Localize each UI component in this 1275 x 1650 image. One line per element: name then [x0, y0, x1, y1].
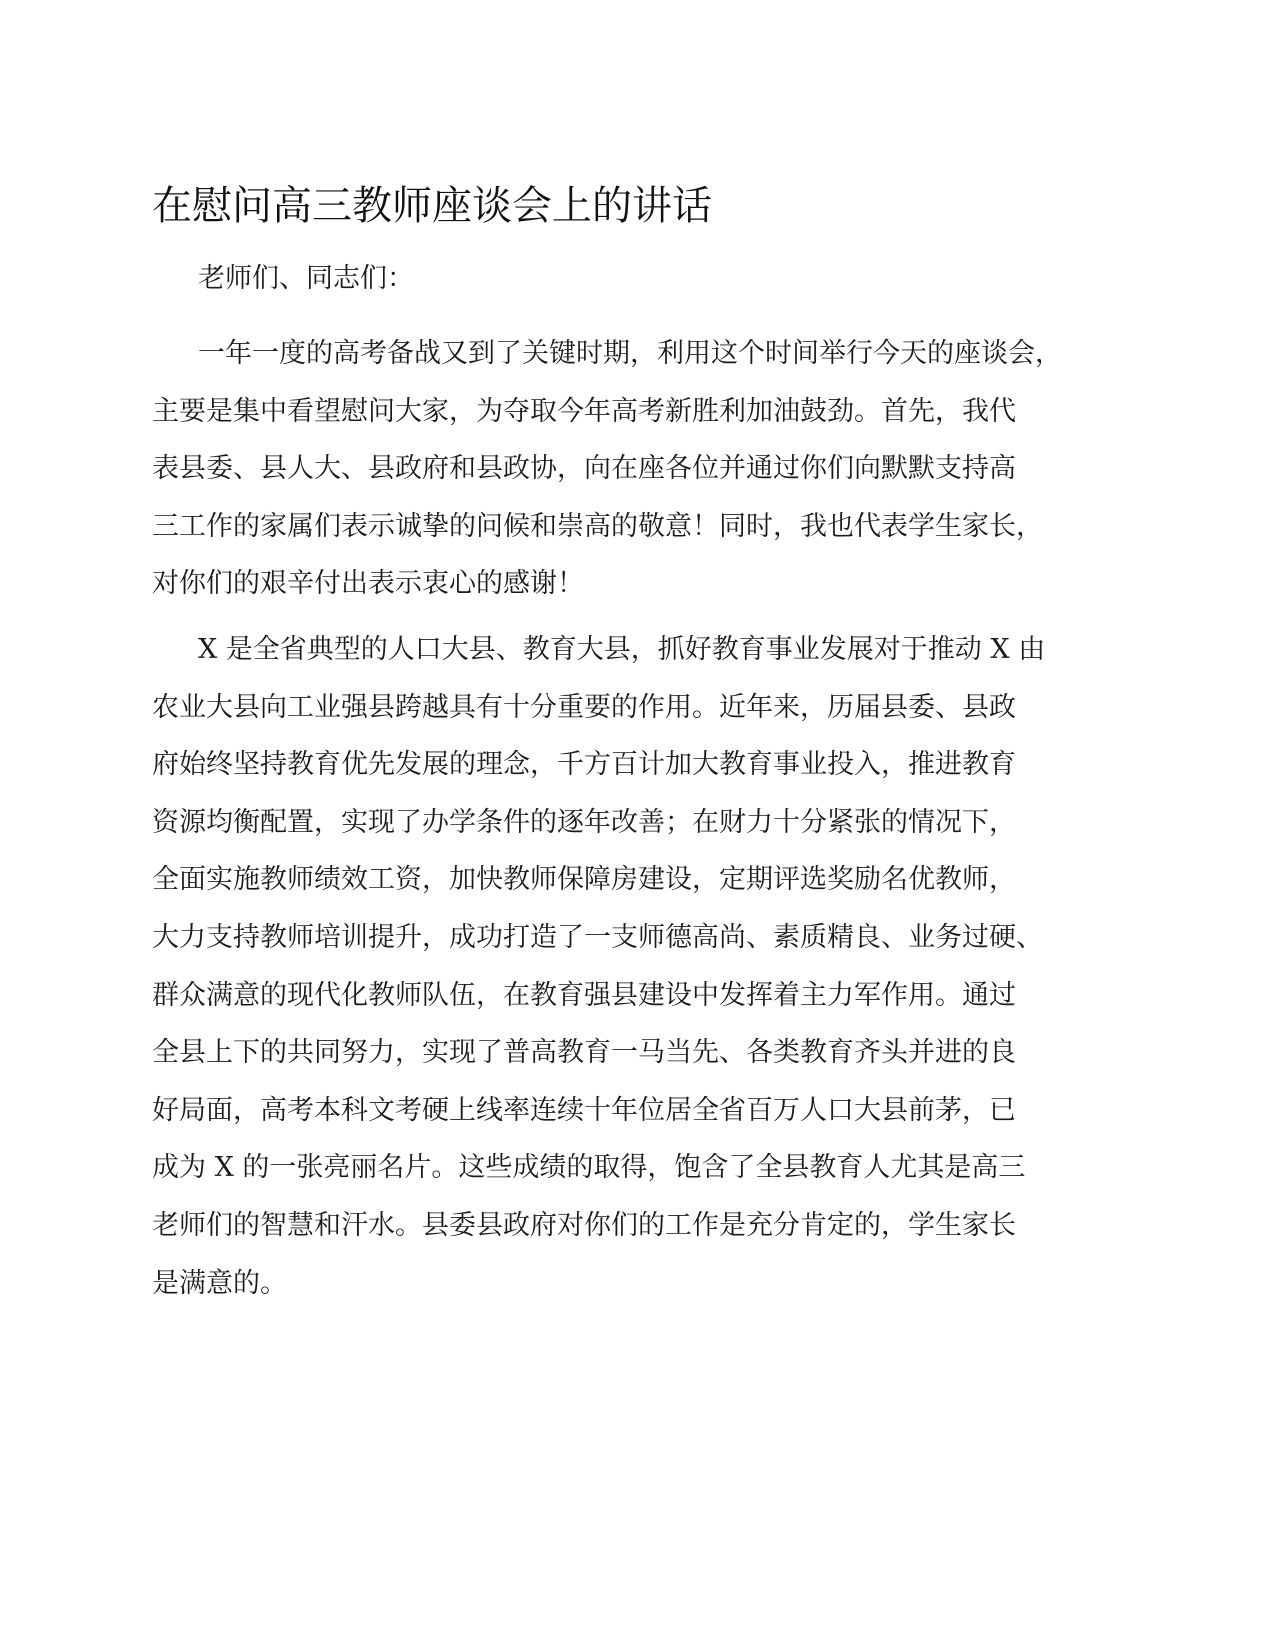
- text-line: 农业大县向工业强县跨越具有十分重要的作用。近年来，历届县委、县政: [152, 691, 1016, 723]
- text-line: 表县委、县人大、县政府和县政协，向在座各位并通过你们向默默支持高: [152, 453, 1016, 485]
- text-line: 是满意的。: [152, 1267, 287, 1299]
- text-line: 对你们的艰辛付出表示衷心的感谢！: [152, 568, 584, 600]
- text-line: 老师们的智慧和汗水。县委县政府对你们的工作是充分肯定的，学生家长: [152, 1209, 1016, 1241]
- salutation-line: 老师们、同志们：: [198, 263, 414, 294]
- text-line: 全面实施教师绩效工资，加快教师保障房建设，定期评选奖励名优教师，: [152, 864, 1016, 896]
- text-line: 全县上下的共同努力，实现了普高教育一马当先、各类教育齐头并进的良: [152, 1037, 1016, 1069]
- text-line: 资源均衡配置，实现了办学条件的逐年改善；在财力十分紧张的情况下，: [152, 806, 1016, 838]
- achievements-paragraph: [152, 621, 1045, 1312]
- text-line: 主要是集中看望慰问大家，为夺取今年高考新胜利加油鼓劲。首先，我代: [152, 395, 1016, 427]
- text-line: 成为 X 的一张亮丽名片。这些成绩的取得，饱含了全县教育人尤其是高三: [152, 1152, 1026, 1184]
- document-title: 在慰问高三教师座谈会上的讲话: [152, 183, 712, 229]
- text-line: 群众满意的现代化教师队伍，在教育强县建设中发挥着主力军作用。通过: [152, 979, 1016, 1011]
- opening-paragraph: [152, 325, 1062, 613]
- text-line: 大力支持教师培训提升，成功打造了一支师德高尚、素质精良、业务过硬、: [152, 921, 1043, 953]
- text-line: X 是全省典型的人口大县、教育大县，抓好教育事业发展对于推动 X 由: [198, 634, 1046, 665]
- text-line: 一年一度的高考备战又到了关键时期，利用这个时间举行今天的座谈会，: [198, 338, 1062, 369]
- text-line: 府始终坚持教育优先发展的理念，千方百计加大教育事业投入，推进教育: [152, 749, 1016, 781]
- text-line: 好局面，高考本科文考硬上线率连续十年位居全省百万人口大县前茅，已: [152, 1094, 1016, 1126]
- text-line: 三工作的家属们表示诚挚的问候和崇高的敬意！同时，我也代表学生家长，: [152, 510, 1043, 542]
- salutation-paragraph: [152, 250, 414, 308]
